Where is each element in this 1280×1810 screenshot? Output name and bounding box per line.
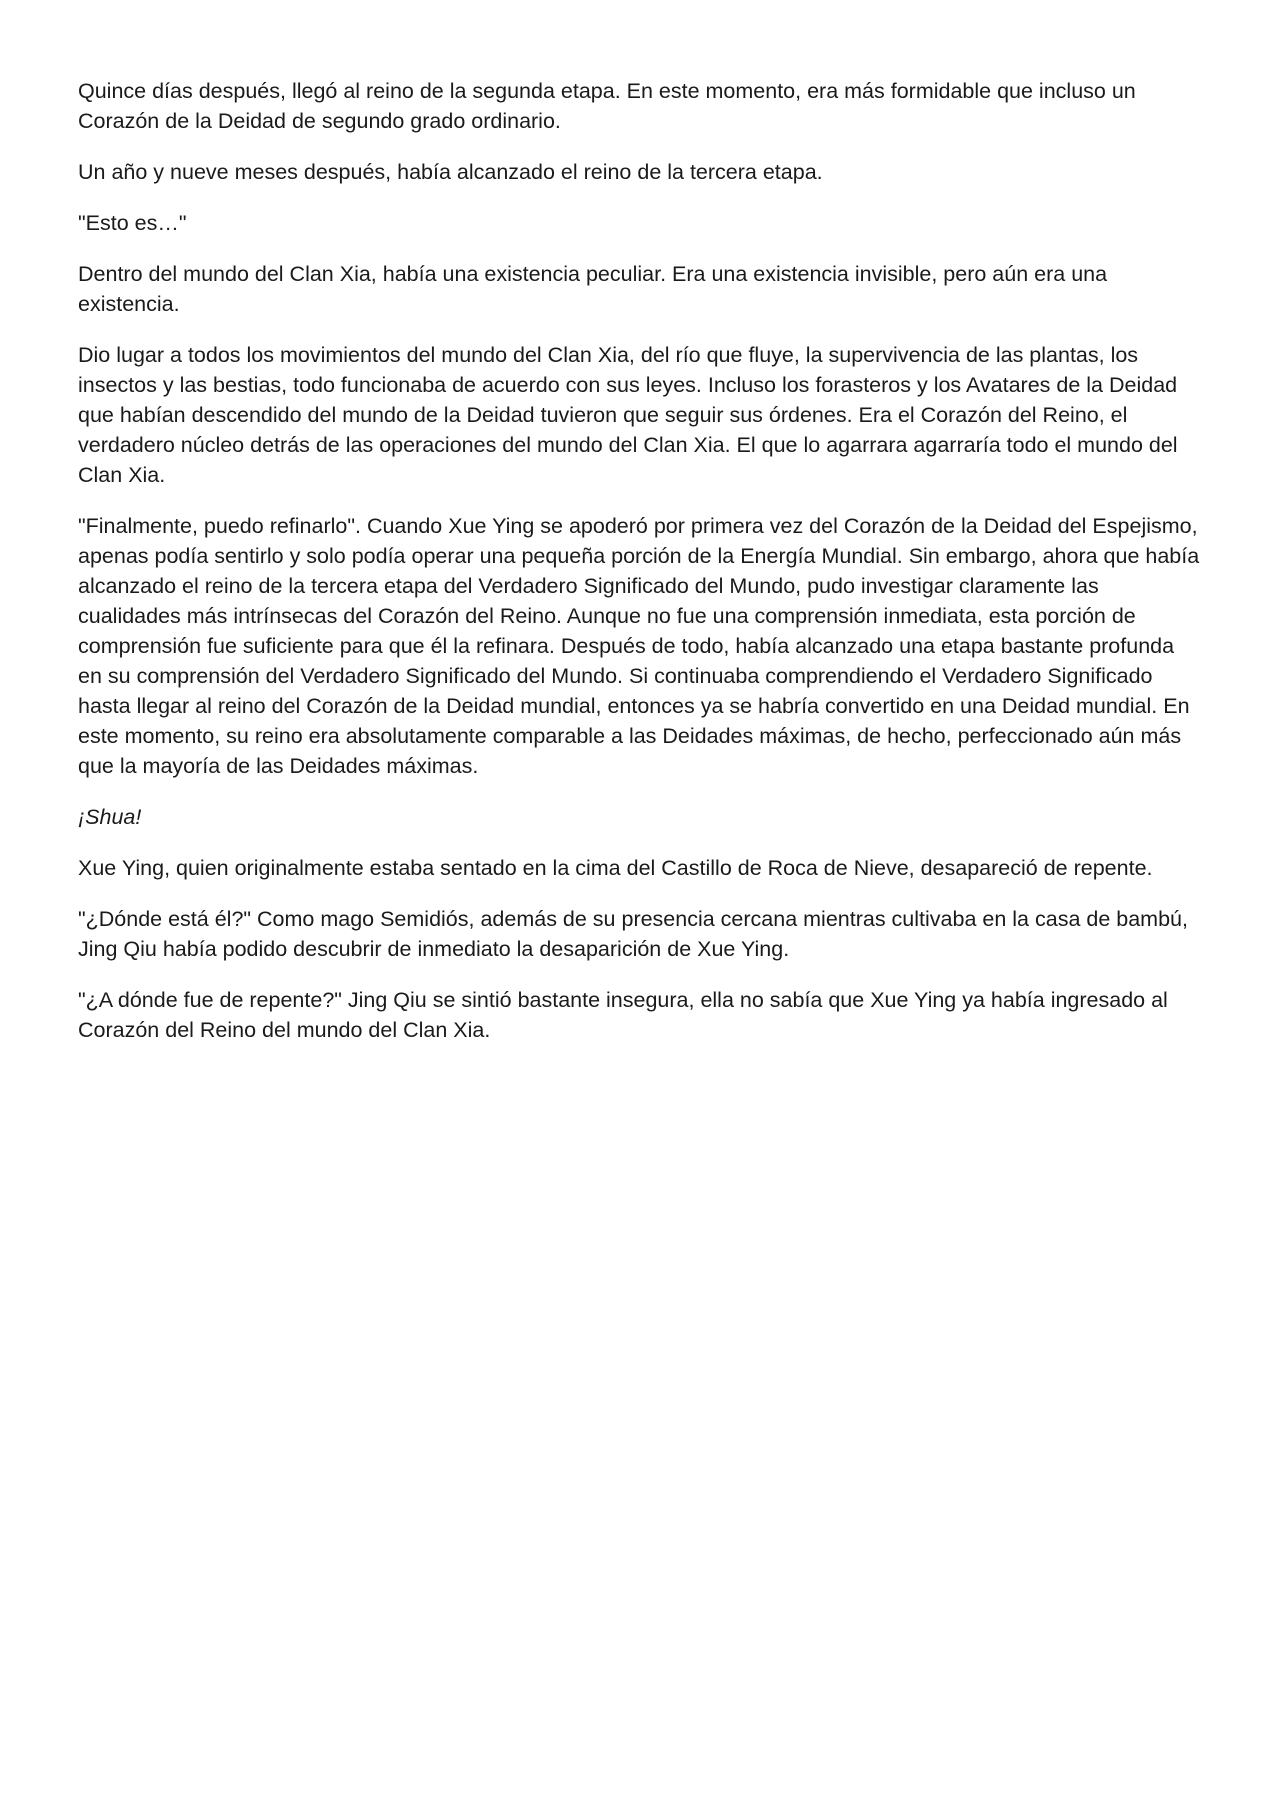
paragraph-3: "Esto es…" bbox=[78, 211, 187, 235]
document-body bbox=[78, 76, 1203, 1066]
paragraph-8: Xue Ying, quien originalmente estaba sentado en la cima del Castillo de Roca de Nieve, desapareció de repente. bbox=[78, 856, 1153, 880]
paragraph-4: Dentro del mundo del Clan Xia, había una existencia peculiar. Era una existencia invisible, pero aún era una existencia. bbox=[78, 262, 1108, 316]
paragraph-9: "¿Dónde está él?" Como mago Semidiós, además de su presencia cercana mientras cultivaba en la casa de bambú, Jing Qiu había podido descubrir de inmediato la desaparición de Xue Ying. bbox=[78, 907, 1188, 961]
paragraph-1: Quince días después, llegó al reino de la segunda etapa. En este momento, era más formidable que incluso un Corazón de la Deidad de segundo grado ordinario. bbox=[78, 79, 1136, 133]
paragraph-7-sound-effect: ¡Shua! bbox=[78, 805, 142, 829]
paragraph-10: "¿A dónde fue de repente?" Jing Qiu se sintió bastante insegura, ella no sabía que Xue Ying ya había ingresado al Corazón del Reino del mundo del Clan Xia. bbox=[78, 988, 1168, 1042]
paragraph-5: Dio lugar a todos los movimientos del mundo del Clan Xia, del río que fluye, la supervivencia de las plantas, los insectos y las bestias, todo funcionaba de acuerdo con sus leyes. Incluso los forasteros y los Avatares de la Deidad que habían descendido del mundo de la Deidad tuvieron que seguir sus órdenes. Era el Corazón del Reino, el verdadero núcleo detrás de las operaciones del mundo del Clan Xia. El que lo agarrara agarraría todo el mundo del Clan Xia. bbox=[78, 343, 1178, 487]
paragraph-2: Un año y nueve meses después, había alcanzado el reino de la tercera etapa. bbox=[78, 160, 823, 184]
paragraph-6: "Finalmente, puedo refinarlo". Cuando Xue Ying se apoderó por primera vez del Corazón de la Deidad del Espejismo, apenas podía sentirlo y solo podía operar una pequeña porción de la Energía Mundial. Sin embargo, ahora que había alcanzado el reino de la tercera etapa del Verdadero Significado del Mundo, pudo investigar claramente las cualidades más intrínsecas del Corazón del Reino. Aunque no fue una comprensión inmediata, esta porción de comprensión fue suficiente para que él la refinara. Después de todo, había alcanzado una etapa bastante profunda en su comprensión del Verdadero Significado del Mundo. Si continuaba comprendiendo el Verdadero Significado hasta llegar al reino del Corazón de la Deidad mundial, entonces ya se habría convertido en una Deidad mundial. En este momento, su reino era absolutamente comparable a las Deidades máximas, de hecho, perfeccionado aún más que la mayoría de las Deidades máximas. bbox=[78, 514, 1200, 778]
